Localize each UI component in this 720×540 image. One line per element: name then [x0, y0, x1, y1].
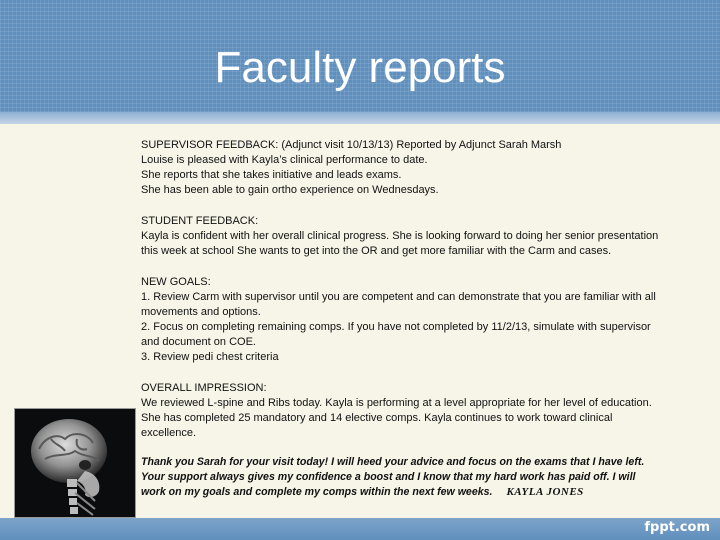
text-line: STUDENT FEEDBACK:: [141, 215, 259, 227]
skull-xray-image: [14, 408, 136, 518]
closing-line: work on my goals and complete my comps within the next few weeks.: [141, 486, 493, 498]
text-line: We reviewed L-spine and Ribs today. Kayla is performing at a level appropriate for her level of education.: [141, 397, 652, 409]
text-line: 2. Focus on completing remaining comps. If you have not completed by 11/2/13, simulate with supervisor: [141, 321, 651, 333]
closing-line-with-signature: [141, 485, 716, 500]
text-line: excellence.: [141, 427, 197, 439]
header-band: [0, 112, 720, 124]
text-line: SUPERVISOR FEEDBACK: (Adjunct visit 10/13/13) Reported by Adjunct Sarah Marsh: [141, 139, 562, 151]
text-line: She has completed 25 mandatory and 14 elective comps. Kayla continues to work toward clinical: [141, 412, 613, 424]
brand-logo: fppt.com: [644, 520, 710, 535]
skull-xray-icon: [15, 409, 135, 517]
supervisor-feedback-section: [141, 138, 711, 198]
closing-line: Your support always gives my confidence a boost and I know that my hard work has paid off. I will: [141, 471, 636, 483]
text-line: She reports that she takes initiative and leads exams.: [141, 169, 402, 181]
text-line: and document on COE.: [141, 336, 256, 348]
text-line: NEW GOALS:: [141, 276, 211, 288]
overall-impression-section: [141, 381, 711, 441]
signature: KAYLA JONES: [506, 486, 584, 498]
text-line: 1. Review Carm with supervisor until you are competent and can demonstrate that you are familiar with all: [141, 291, 656, 303]
slide-title: Faculty reports: [214, 43, 506, 92]
closing-line: Thank you Sarah for your visit today! I will heed your advice and focus on the exams that I have left.: [141, 456, 645, 468]
slide-footer: [0, 518, 720, 540]
text-line: Kayla is confident with her overall clinical progress. She is looking forward to doing her senior presentation: [141, 230, 659, 242]
text-line: She has been able to gain ortho experience on Wednesdays.: [141, 184, 439, 196]
student-feedback-section: [141, 214, 711, 259]
student-closing-note: [141, 455, 716, 500]
new-goals-section: [141, 275, 711, 365]
text-line: movements and options.: [141, 306, 261, 318]
text-line: Louise is pleased with Kayla’s clinical performance to date.: [141, 154, 428, 166]
text-line: 3. Review pedi chest criteria: [141, 351, 279, 363]
feedback-body: [141, 138, 711, 457]
text-line: this week at school She wants to get into the OR and get more familiar with the Carm and cases.: [141, 245, 612, 257]
text-line: OVERALL IMPRESSION:: [141, 382, 267, 394]
